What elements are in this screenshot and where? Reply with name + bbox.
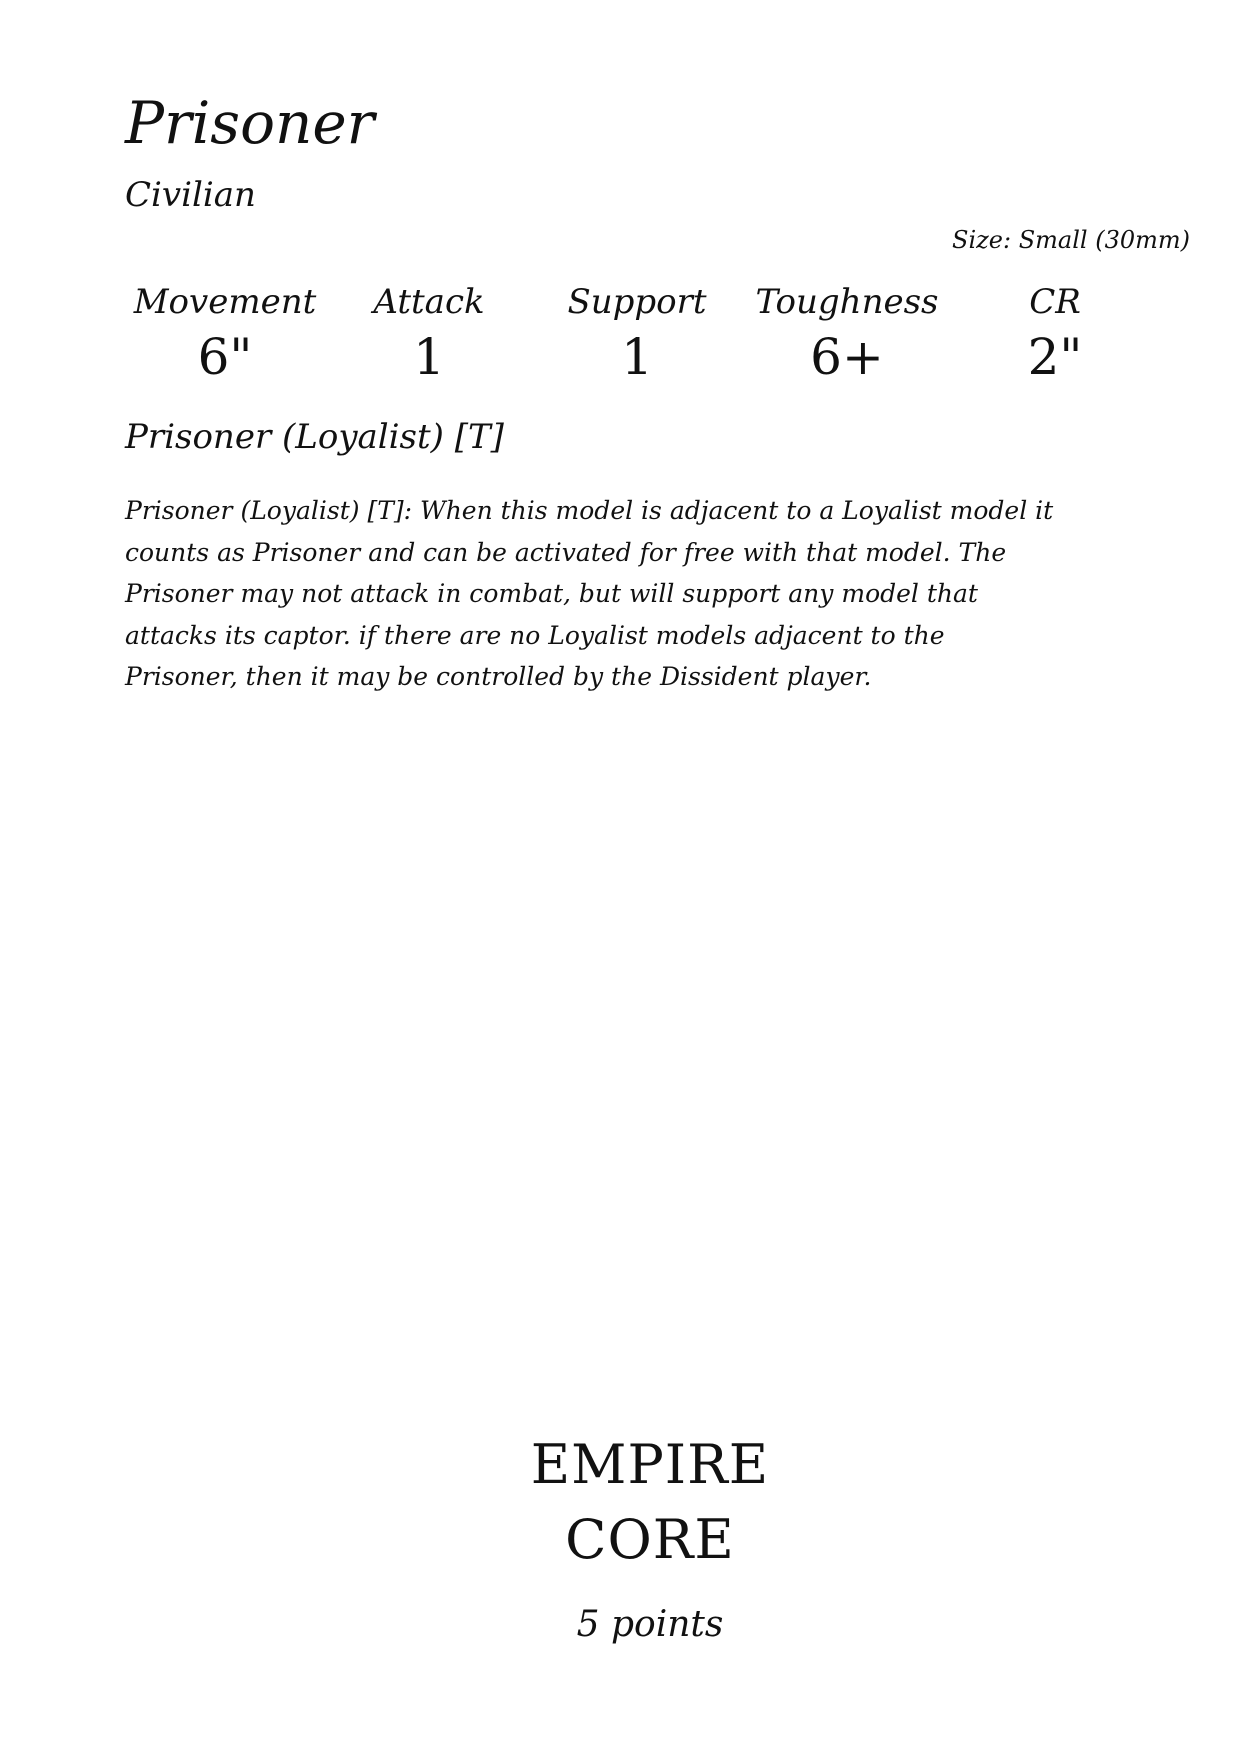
stat-label: Support	[567, 282, 707, 322]
stat-label: Attack	[373, 282, 485, 322]
stat-value: 1	[413, 328, 445, 386]
stat-attack	[329, 280, 529, 388]
model-size: Size: Small (30mm)	[952, 226, 1190, 254]
category-label: CORE	[565, 1508, 735, 1571]
stat-value: 1	[621, 328, 653, 386]
stat-label: Movement	[133, 282, 317, 322]
stat-label: Toughness	[755, 282, 939, 322]
stat-cr	[955, 280, 1155, 388]
stats-row	[125, 280, 1125, 390]
card-title: Prisoner	[125, 89, 375, 157]
stat-movement	[125, 280, 325, 388]
card-subtitle: Civilian	[125, 175, 256, 215]
special-rule-text: Prisoner (Loyalist) [T]: When this model is adjacent to a Loyalist model it counts as Prisoner and can be activated for free with that model. The Prisoner may not attack in combat, but will support any model that attacks its captor. if there are no Loyalist models adjacent to the Prisoner, then it may be controlled by the Dissident player.	[125, 496, 1054, 691]
stat-support	[537, 280, 737, 388]
stat-value: 6"	[197, 328, 253, 386]
stat-label: CR	[1029, 282, 1081, 322]
stat-value: 2"	[1027, 328, 1083, 386]
points-cost: 5 points	[576, 1604, 724, 1645]
stat-toughness	[747, 280, 947, 388]
stat-value: 6+	[810, 328, 884, 386]
faction-label: EMPIRE	[530, 1433, 770, 1496]
special-rule-heading: Prisoner (Loyalist) [T]	[125, 417, 504, 457]
